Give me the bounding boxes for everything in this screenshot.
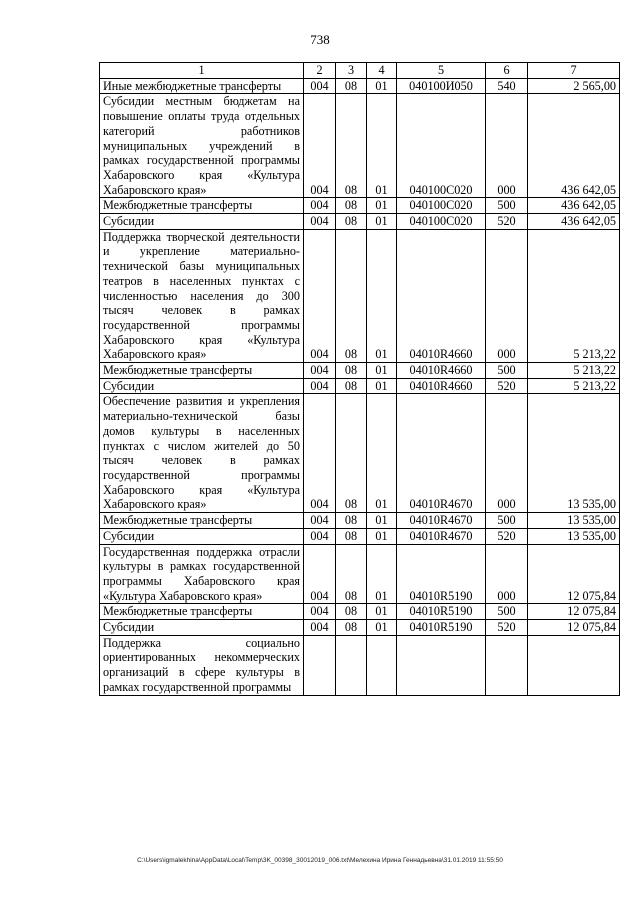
- ministry-code-cell: 004: [304, 378, 336, 394]
- header-cell-7: 7: [528, 63, 620, 79]
- table-row: [100, 78, 620, 94]
- ministry-code-cell: 004: [304, 513, 336, 529]
- section-code-cell: 08: [336, 378, 367, 394]
- item-name-cell: Государственная поддержка отрасли культуры в рамках государственной программы Хабаровского края «Культура Хабаровского края»: [100, 544, 304, 604]
- amount-cell: 12 075,84: [528, 620, 620, 636]
- page-number: 738: [310, 32, 330, 47]
- target-article-cell: 04010R4670: [397, 513, 486, 529]
- expense-type-cell: 520: [486, 214, 528, 230]
- section-code-cell: 08: [336, 620, 367, 636]
- section-code-cell: 08: [336, 394, 367, 513]
- item-name-cell: Межбюджетные трансферты: [100, 363, 304, 379]
- table-row: [100, 94, 620, 198]
- item-name-cell: Обеспечение развития и укрепления материально-технической базы домов культуры в населенных пунктах с числом жителей до 50 тысяч человек в рамках государственной программы Хабаровского края «Культура Хабаровского края»: [100, 394, 304, 513]
- header-cell-2: 2: [304, 63, 336, 79]
- section-code-cell: 08: [336, 94, 367, 198]
- item-name-cell: Иные межбюджетные трансферты: [100, 78, 304, 94]
- target-article-cell: 040100С020: [397, 94, 486, 198]
- file-path-footer: C:\Users\igmalekhina\AppData\Local\Temp\3K_00398_30012019_006.txt\Мелехина Ирина Геннадьевна\31.01.2019 11:55:50: [137, 857, 503, 864]
- header-cell-4: 4: [367, 63, 397, 79]
- table-row: [100, 604, 620, 620]
- ministry-code-cell: 004: [304, 544, 336, 604]
- table-row: [100, 198, 620, 214]
- subsection-code-cell: 01: [367, 513, 397, 529]
- table-row: [100, 229, 620, 362]
- section-code-cell: 08: [336, 229, 367, 362]
- expense-type-cell: 000: [486, 94, 528, 198]
- target-article-cell: 04010R5190: [397, 620, 486, 636]
- subsection-code-cell: 01: [367, 620, 397, 636]
- table-row: [100, 513, 620, 529]
- subsection-code-cell: 01: [367, 94, 397, 198]
- amount-cell: [528, 635, 620, 695]
- expense-type-cell: 500: [486, 363, 528, 379]
- item-name-cell: Субсидии: [100, 214, 304, 230]
- expense-type-cell: 520: [486, 378, 528, 394]
- table-row: [100, 394, 620, 513]
- budget-table: [99, 62, 620, 696]
- expense-type-cell: 000: [486, 544, 528, 604]
- target-article-cell: 04010R4670: [397, 394, 486, 513]
- header-cell-1: 1: [100, 63, 304, 79]
- item-name-cell: Межбюджетные трансферты: [100, 513, 304, 529]
- table-header-row: [100, 63, 620, 79]
- ministry-code-cell: 004: [304, 94, 336, 198]
- ministry-code-cell: 004: [304, 198, 336, 214]
- amount-cell: 436 642,05: [528, 214, 620, 230]
- table-row: [100, 544, 620, 604]
- amount-cell: 5 213,22: [528, 229, 620, 362]
- item-name-cell: Субсидии местным бюджетам на повышение оплаты труда отдельных категорий работников муниципальных учреждений в рамках государственной программы Хабаровского края «Культура Хабаровского края»: [100, 94, 304, 198]
- section-code-cell: 08: [336, 604, 367, 620]
- ministry-code-cell: 004: [304, 229, 336, 362]
- item-name-cell: Поддержка социально ориентированных некоммерческих организаций в сфере культуры в рамках государственной программы: [100, 635, 304, 695]
- expense-type-cell: 520: [486, 528, 528, 544]
- subsection-code-cell: [367, 635, 397, 695]
- amount-cell: 13 535,00: [528, 528, 620, 544]
- target-article-cell: [397, 635, 486, 695]
- ministry-code-cell: 004: [304, 78, 336, 94]
- amount-cell: 5 213,22: [528, 363, 620, 379]
- target-article-cell: 04010R5190: [397, 544, 486, 604]
- amount-cell: 2 565,00: [528, 78, 620, 94]
- table-row: [100, 620, 620, 636]
- expense-type-cell: 540: [486, 78, 528, 94]
- subsection-code-cell: 01: [367, 78, 397, 94]
- target-article-cell: 04010R4670: [397, 528, 486, 544]
- amount-cell: 13 535,00: [528, 394, 620, 513]
- table-row: [100, 528, 620, 544]
- header-cell-3: 3: [336, 63, 367, 79]
- item-name-cell: Межбюджетные трансферты: [100, 198, 304, 214]
- expense-type-cell: 500: [486, 604, 528, 620]
- subsection-code-cell: 01: [367, 394, 397, 513]
- header-cell-6: 6: [486, 63, 528, 79]
- expense-type-cell: 500: [486, 198, 528, 214]
- subsection-code-cell: 01: [367, 198, 397, 214]
- target-article-cell: 04010R4660: [397, 229, 486, 362]
- target-article-cell: 040100С020: [397, 214, 486, 230]
- section-code-cell: 08: [336, 198, 367, 214]
- subsection-code-cell: 01: [367, 604, 397, 620]
- ministry-code-cell: 004: [304, 604, 336, 620]
- expense-type-cell: [486, 635, 528, 695]
- table-row: [100, 214, 620, 230]
- ministry-code-cell: 004: [304, 394, 336, 513]
- amount-cell: 5 213,22: [528, 378, 620, 394]
- target-article-cell: 04010R4660: [397, 378, 486, 394]
- section-code-cell: 08: [336, 528, 367, 544]
- amount-cell: 13 535,00: [528, 513, 620, 529]
- section-code-cell: 08: [336, 78, 367, 94]
- subsection-code-cell: 01: [367, 229, 397, 362]
- table-row: [100, 378, 620, 394]
- section-code-cell: 08: [336, 363, 367, 379]
- ministry-code-cell: 004: [304, 620, 336, 636]
- subsection-code-cell: 01: [367, 363, 397, 379]
- header-cell-5: 5: [397, 63, 486, 79]
- target-article-cell: 040100С020: [397, 198, 486, 214]
- ministry-code-cell: 004: [304, 363, 336, 379]
- amount-cell: 12 075,84: [528, 604, 620, 620]
- table-row: [100, 635, 620, 695]
- item-name-cell: Межбюджетные трансферты: [100, 604, 304, 620]
- section-code-cell: 08: [336, 214, 367, 230]
- subsection-code-cell: 01: [367, 214, 397, 230]
- target-article-cell: 040100И050: [397, 78, 486, 94]
- ministry-code-cell: [304, 635, 336, 695]
- item-name-cell: Субсидии: [100, 528, 304, 544]
- item-name-cell: Субсидии: [100, 378, 304, 394]
- section-code-cell: [336, 635, 367, 695]
- ministry-code-cell: 004: [304, 214, 336, 230]
- target-article-cell: 04010R4660: [397, 363, 486, 379]
- expense-type-cell: 520: [486, 620, 528, 636]
- item-name-cell: Субсидии: [100, 620, 304, 636]
- target-article-cell: 04010R5190: [397, 604, 486, 620]
- section-code-cell: 08: [336, 513, 367, 529]
- expense-type-cell: 000: [486, 229, 528, 362]
- amount-cell: 436 642,05: [528, 198, 620, 214]
- ministry-code-cell: 004: [304, 528, 336, 544]
- subsection-code-cell: 01: [367, 378, 397, 394]
- subsection-code-cell: 01: [367, 528, 397, 544]
- amount-cell: 12 075,84: [528, 544, 620, 604]
- expense-type-cell: 000: [486, 394, 528, 513]
- table-row: [100, 363, 620, 379]
- subsection-code-cell: 01: [367, 544, 397, 604]
- expense-type-cell: 500: [486, 513, 528, 529]
- amount-cell: 436 642,05: [528, 94, 620, 198]
- item-name-cell: Поддержка творческой деятельности и укрепление материально-технической базы муниципальных театров в населенных пунктах с численностью населения до 300 тысяч человек в рамках государственной программы Хабаровского края «Культура Хабаровского края»: [100, 229, 304, 362]
- section-code-cell: 08: [336, 544, 367, 604]
